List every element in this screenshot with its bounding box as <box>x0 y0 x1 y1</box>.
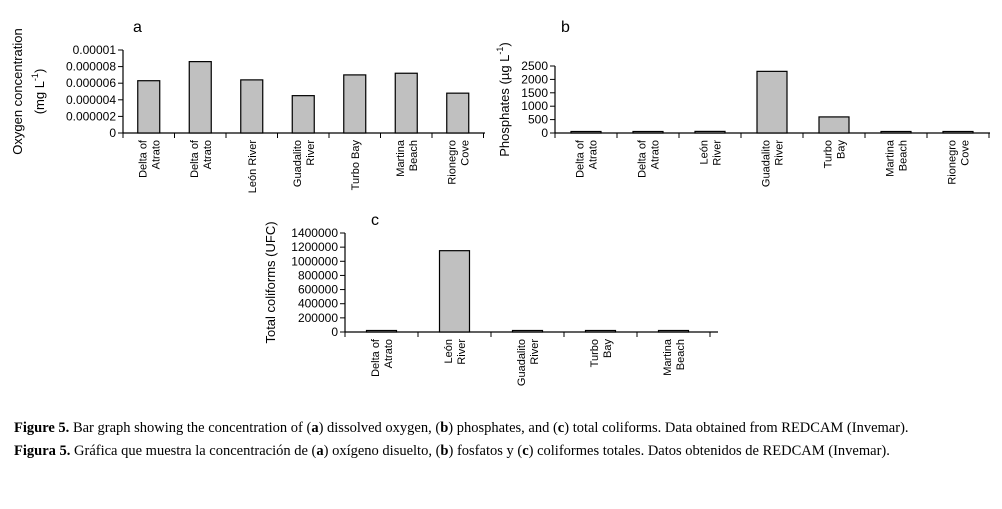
caption-panel-ref: c <box>522 443 529 459</box>
y-axis-label-unit-a <box>30 69 47 115</box>
x-category-label-line: Martina <box>394 140 407 177</box>
y-tick-label-c: 1000000 <box>291 254 338 269</box>
x-category-label-c <box>443 339 468 365</box>
x-category-label-line: Turbo <box>589 339 601 368</box>
caption-spanish-label: Figura 5. <box>14 443 71 459</box>
bar-b <box>819 117 849 133</box>
bar-b <box>943 132 973 134</box>
bar-b <box>633 132 663 134</box>
bar-b <box>695 131 725 133</box>
caption-english-label: Figure 5. <box>14 420 70 436</box>
y-axis-label-part: -1 <box>30 73 40 82</box>
y-tick-label-a: 0.00001 <box>72 43 116 57</box>
x-category-label-a <box>137 139 162 178</box>
y-tick-label-c: 200000 <box>297 310 338 325</box>
x-category-label-b <box>885 139 910 177</box>
x-category-label-c <box>516 339 541 386</box>
x-category-label-a <box>247 140 259 194</box>
x-category-label-line: Delta of <box>188 140 201 178</box>
caption-spanish <box>14 441 986 462</box>
x-category-label-line: Delta of <box>574 140 587 178</box>
caption-panel-ref: b <box>440 420 449 436</box>
bar-a <box>447 93 469 133</box>
y-tick-label-c: 1400000 <box>291 226 338 240</box>
x-category-label-a <box>395 139 420 177</box>
caption-text: ) dissolved oxygen, ( <box>318 420 441 436</box>
caption-text: ) phosphates, and ( <box>448 420 558 436</box>
x-category-label-line: Martina <box>662 339 674 376</box>
bar-c <box>367 331 397 333</box>
x-category-label-line: León <box>443 339 455 364</box>
x-category-label-b <box>699 140 724 166</box>
bar-c <box>659 331 689 333</box>
panel-label-b: b <box>561 19 570 36</box>
x-category-label-c <box>370 338 395 377</box>
bar-c <box>586 331 616 333</box>
x-category-label-b <box>637 139 662 178</box>
y-axis-label-part: ) <box>497 42 512 47</box>
x-category-label-line: Delta of <box>370 339 382 377</box>
x-category-label-line: Turbo Bay <box>349 140 362 191</box>
bar-a <box>395 73 417 133</box>
x-category-label-b <box>761 140 786 187</box>
x-category-label-line: Bay <box>602 339 614 358</box>
caption-text: ) coliformes totales. Datos obtenidos de REDCAM (Invemar). <box>528 443 890 459</box>
x-category-label-line: Delta of <box>137 140 150 178</box>
bar-b <box>881 132 911 134</box>
x-category-label-line: Beach <box>675 339 687 371</box>
x-category-label-b <box>823 140 848 169</box>
y-axis-label-part: Total coliforms (UFC) <box>263 221 278 344</box>
y-axis-label-part: (mg L <box>32 81 47 115</box>
y-tick-label-b: 500 <box>527 112 548 127</box>
y-tick-label-c: 400000 <box>297 296 338 311</box>
y-axis-label-part: Phosphates (µg L <box>497 54 512 157</box>
x-category-label-line: Atrato <box>201 140 214 170</box>
x-category-label-line: Beach <box>407 140 420 172</box>
x-category-label-c <box>589 339 614 368</box>
x-category-label-line: Atrato <box>150 140 163 170</box>
panel-label-c: c <box>371 212 379 229</box>
x-category-label-line: León <box>698 140 711 165</box>
y-tick-label-c: 0 <box>331 325 338 339</box>
y-tick-label-a: 0.000002 <box>65 109 116 124</box>
x-category-label-line: Bay <box>835 140 848 159</box>
y-tick-label-c: 1200000 <box>291 240 338 255</box>
x-category-label-line: Rionegro <box>446 140 459 185</box>
bar-a <box>292 96 314 133</box>
y-tick-label-b: 2000 <box>521 72 548 87</box>
bar-a <box>344 75 366 133</box>
caption-text: Bar graph showing the concentration of ( <box>69 420 312 436</box>
y-axis-label-c <box>263 221 278 343</box>
x-category-label-line: Guadalito <box>760 140 773 188</box>
bar-a <box>241 80 263 133</box>
y-tick-label-b: 2500 <box>521 59 548 73</box>
y-tick-label-a: 0.000006 <box>65 76 116 91</box>
y-axis-label-part: Oxygen concentration <box>10 28 25 155</box>
x-category-label-a <box>350 140 362 191</box>
figure-captions <box>14 418 986 464</box>
y-axis-label-part: -1 <box>495 46 505 55</box>
caption-text: Gráfica que muestra la concentración de ( <box>70 443 317 459</box>
x-category-label-line: Turbo <box>822 140 835 169</box>
x-category-label-line: Guadalito <box>516 339 528 387</box>
bar-a <box>189 62 211 133</box>
bar-b <box>571 132 601 134</box>
x-category-label-a <box>292 140 317 187</box>
caption-text: ) total coliforms. Data obtained from REDCAM (Invemar). <box>564 420 909 436</box>
x-category-label-line: Rionegro <box>946 140 959 185</box>
bar-b <box>757 71 787 133</box>
y-axis-label-b <box>495 42 512 157</box>
y-tick-label-c: 600000 <box>297 282 338 297</box>
caption-text: ) fosfatos y ( <box>448 443 523 459</box>
bar-c <box>513 331 543 333</box>
x-category-label-a <box>189 139 214 178</box>
x-category-label-line: León River <box>246 140 259 194</box>
y-tick-label-b: 1000 <box>521 99 548 114</box>
x-category-label-b <box>575 139 600 178</box>
x-category-label-b <box>947 140 972 185</box>
x-category-label-line: Atrato <box>383 339 395 369</box>
y-axis-label-a <box>10 28 25 154</box>
x-category-label-line: Guadalito <box>291 140 304 188</box>
y-tick-label-b: 0 <box>541 126 548 140</box>
y-axis-label-part: ) <box>32 68 47 74</box>
x-category-label-line: River <box>711 140 724 166</box>
x-category-label-c <box>662 338 687 376</box>
caption-panel-ref: b <box>440 443 449 459</box>
caption-panel-ref: c <box>557 420 565 436</box>
x-category-label-line: River <box>529 339 541 365</box>
caption-panel-ref: a <box>311 420 319 436</box>
x-category-label-a <box>446 140 471 185</box>
x-category-label-line: Cove <box>959 140 972 166</box>
y-tick-label-a: 0 <box>109 126 116 140</box>
x-category-label-line: Atrato <box>649 140 662 170</box>
caption-panel-ref: a <box>316 443 324 459</box>
caption-text: ) oxígeno disuelto, ( <box>323 443 441 459</box>
x-category-label-line: River <box>773 140 786 166</box>
y-tick-label-b: 1500 <box>521 85 548 100</box>
x-category-label-line: Martina <box>884 140 897 177</box>
caption-english <box>14 418 986 439</box>
x-category-label-line: Delta of <box>636 140 649 178</box>
bar-a <box>138 81 160 133</box>
panel-label-a: a <box>133 19 142 36</box>
y-tick-label-c: 800000 <box>297 268 338 283</box>
x-category-label-line: River <box>304 140 317 166</box>
x-category-label-line: Beach <box>897 140 910 172</box>
y-tick-label-a: 0.000004 <box>65 92 116 107</box>
y-tick-label-a: 0.000008 <box>65 59 116 74</box>
x-category-label-line: River <box>456 339 468 365</box>
x-category-label-line: Cove <box>459 140 472 166</box>
x-category-label-line: Atrato <box>587 140 600 170</box>
bar-c <box>440 251 470 332</box>
